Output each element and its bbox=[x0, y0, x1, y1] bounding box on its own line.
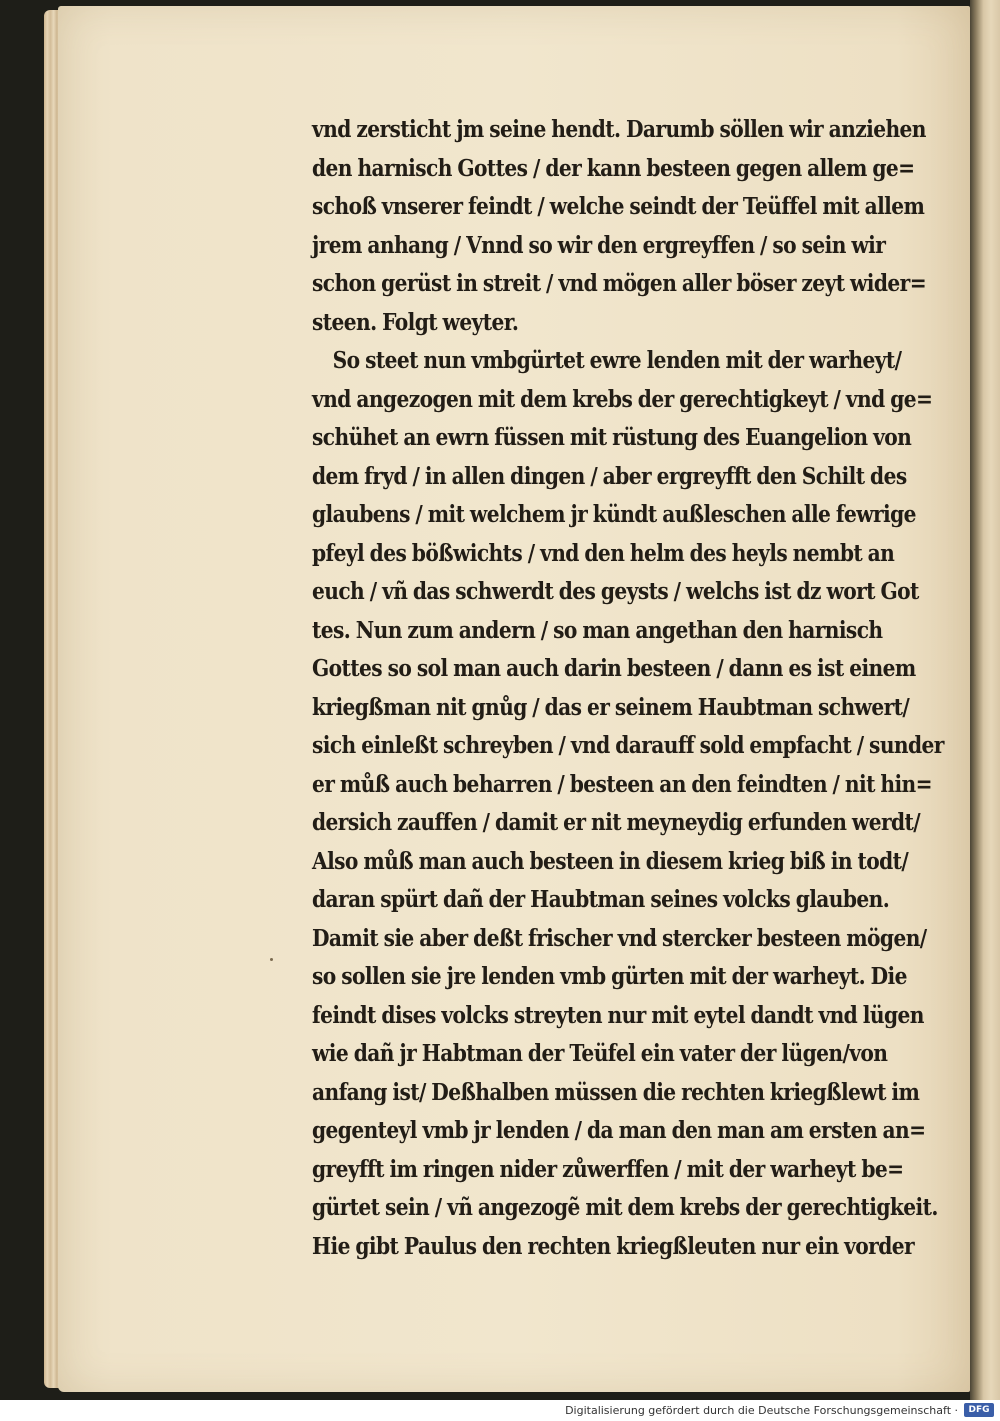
text-line: So steet nun vmbgürtet ewre lenden mit der warheyt/ bbox=[332, 346, 902, 374]
text-line: pfeyl des bößwichts / vnd den helm des heyls nembt an bbox=[312, 538, 895, 567]
text-line: euch / vñ das schwerdt des geysts / welchs ist dz wort Got bbox=[312, 577, 919, 605]
text-line: den harnisch Gottes / der kann besteen gegen allem ge= bbox=[312, 153, 915, 182]
text-line: vnd angezogen mit dem krebs der gerechtigkeyt / vnd ge= bbox=[312, 384, 933, 413]
text-line: er můß auch beharren / besteen an den feindten / nit hin= bbox=[312, 769, 932, 798]
dfg-logo-icon: DFG bbox=[964, 1403, 994, 1417]
digitization-footer bbox=[0, 1400, 1000, 1421]
text-line: steen. Folgt weyter. bbox=[312, 307, 519, 336]
text-line: kriegßman nit gnůg / das er seinem Haubtman schwert/ bbox=[312, 692, 910, 721]
footer-credit-text: Digitalisierung gefördert durch die Deutsche Forschungsgemeinschaft · bbox=[565, 1404, 958, 1417]
text-line: so sollen sie jre lenden vmb gürten mit der warheyt. Die bbox=[312, 962, 907, 990]
text-line: Damit sie aber deßt frischer vnd stercker besteen mögen/ bbox=[312, 923, 927, 952]
text-line: vnd zersticht jm seine hendt. Darumb söllen wir anziehen bbox=[312, 115, 926, 143]
text-line: feindt dises volcks streyten nur mit eytel dandt vnd lügen bbox=[312, 1000, 924, 1029]
text-line: dersich zauffen / damit er nit meyneydig erfunden werdt/ bbox=[312, 808, 921, 836]
text-line: sich einleßt schreyben / vnd darauff sold empfacht / sunder bbox=[312, 731, 944, 759]
text-line: anfang ist/ Deßhalben müssen die rechten kriegßlewt im bbox=[312, 1077, 920, 1106]
text-line: greyfft im ringen nider zůwerffen / mit der warheyt be= bbox=[312, 1154, 904, 1183]
facing-page-edge bbox=[970, 0, 1000, 1400]
text-line: jrem anhang / Vnnd so wir den ergreyffen / so sein wir bbox=[312, 230, 886, 259]
text-line: Also můß man auch besteen in diesem krieg biß in todt/ bbox=[312, 846, 909, 875]
text-line: dem fryd / in allen dingen / aber ergreyfft den Schilt des bbox=[312, 461, 907, 490]
text-line: Hie gibt Paulus den rechten kriegßleuten nur ein vorder bbox=[312, 1231, 915, 1260]
text-line: gegenteyl vmb jr lenden / da man den man am ersten an= bbox=[312, 1116, 926, 1144]
text-line: daran spürt dañ der Haubtman seines volcks glauben. bbox=[312, 885, 890, 913]
text-line: schühet an ewrn füssen mit rüstung des Euangelion von bbox=[312, 423, 912, 451]
text-line: schon gerüst in streit / vnd mögen aller böser zeyt wider= bbox=[312, 269, 927, 297]
text-line: wie dañ jr Habtman der Teüfel ein vater der lügen/von bbox=[312, 1039, 888, 1067]
text-line: Gottes so sol man auch darin besteen / dann es ist einem bbox=[312, 654, 916, 682]
text-line: glaubens / mit welchem jr kündt außleschen alle fewrige bbox=[312, 500, 916, 528]
text-line: gürtet sein / vñ angezogẽ mit dem krebs der gerechtigkeit. bbox=[312, 1193, 938, 1221]
text-line: tes. Nun zum andern / so man angethan den harnisch bbox=[312, 615, 883, 644]
page-text-block bbox=[312, 110, 972, 1265]
ink-spot bbox=[270, 958, 273, 961]
text-line: schoß vnserer feindt / welche seindt der Teüffel mit allem bbox=[312, 192, 925, 220]
